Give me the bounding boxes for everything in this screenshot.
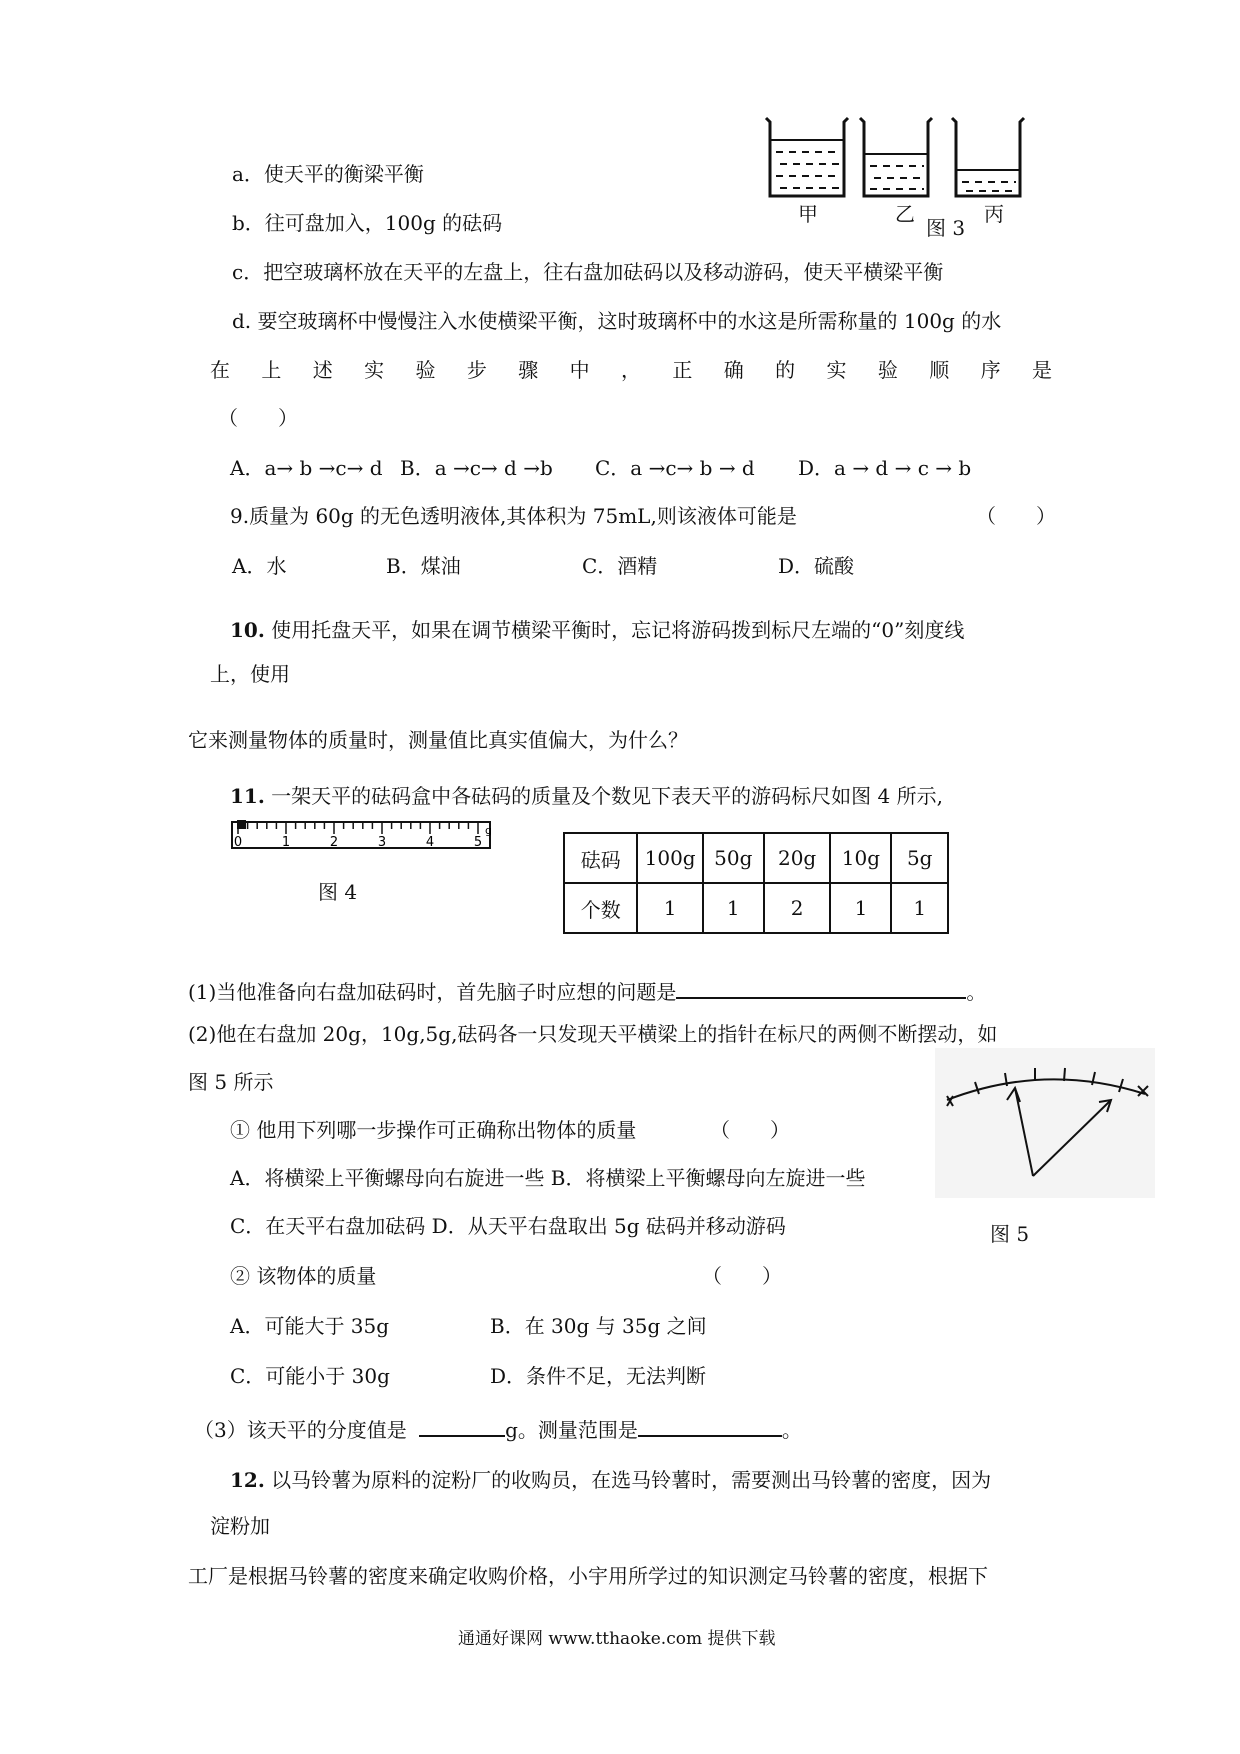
- q9-stem: 9.质量为 60g 的无色透明液体,其体积为 75mL,则该液体可能是: [230, 504, 797, 528]
- q11-part2-line2: 图 5 所示: [188, 1070, 274, 1094]
- figure-4-ruler: [230, 818, 500, 862]
- q12-line2: 淀粉加: [210, 1514, 270, 1538]
- q8-stem: [210, 360, 1052, 380]
- q11-part3-end: 。: [781, 1418, 802, 1442]
- q11-sub1-options-cd[interactable]: C．在天平右盘加砝码 D．从天平右盘取出 5g 砝码并移动游码: [230, 1214, 786, 1238]
- q8-stem-char: 验: [415, 358, 436, 382]
- figure-4-caption: 图 4: [318, 880, 358, 904]
- q10-line3: 它来测量物体的质量时，测量值比真实值偏大，为什么？: [188, 728, 688, 752]
- table-row: [564, 883, 948, 933]
- figure-3-caption: 图 3: [926, 216, 966, 240]
- q8-stem-char: 骤: [518, 358, 539, 382]
- beaker-label-yi: 乙: [895, 202, 915, 226]
- q9-option-c[interactable]: C．酒精: [582, 554, 658, 578]
- q10-line1: [230, 620, 964, 640]
- q11-sub1-bracket: （ ）: [710, 1118, 790, 1142]
- ruler-tick-label: 3: [377, 835, 387, 850]
- q11-part3-text-b: g。测量范围是: [505, 1418, 638, 1442]
- q8-stem-char: 实: [364, 358, 385, 382]
- figure-3-beakers: [760, 112, 1040, 226]
- q11-part1-text: (1)当他准备向右盘加砝码时，首先脑子时应想的问题是: [188, 980, 677, 1004]
- page-footer[interactable]: 通通好课网 www.tthaoke.com 提供下载: [458, 1629, 776, 1649]
- q12-line1: [230, 1470, 991, 1490]
- q11-sub2-option-a[interactable]: A．可能大于 35g: [230, 1314, 390, 1338]
- figure-5-pointer: [935, 1048, 1155, 1198]
- table-cell: 10g: [830, 833, 891, 883]
- q11-part1-end: 。: [966, 980, 987, 1004]
- table-cell: 50g: [703, 833, 764, 883]
- table-cell: 2: [764, 883, 831, 933]
- q8-option-c[interactable]: C．a →c→ b → d: [595, 456, 755, 480]
- q12-text1: 以马铃薯为原料的淀粉厂的收购员，在选马铃薯时，需要测出马铃薯的密度，因为: [271, 1468, 992, 1492]
- figure-5-caption: 图 5: [990, 1222, 1030, 1246]
- ruler-tick-label: 5: [473, 835, 483, 850]
- beaker-label-bing: 丙: [984, 202, 1004, 226]
- q8-stem-char: 确: [723, 358, 744, 382]
- q11-sub1: ① 他用下列哪一步操作可正确称出物体的质量: [230, 1118, 637, 1142]
- q8-stem-char: 实: [826, 358, 847, 382]
- q11-sub2-option-b[interactable]: B．在 30g 与 35g 之间: [490, 1314, 707, 1338]
- q8-step-b: b．往可盘加入，100g 的砝码: [232, 211, 503, 235]
- q8-stem-char: 在: [210, 358, 230, 382]
- q8-stem-char: 步: [466, 358, 487, 382]
- ruler-tick-label: 2: [329, 835, 339, 850]
- q8-option-b[interactable]: B．a →c→ d →b: [400, 456, 553, 480]
- q8-stem-char: 正: [672, 358, 693, 382]
- table-cell: 20g: [764, 833, 831, 883]
- q11-part1-blank[interactable]: [676, 976, 966, 999]
- q11-sub2: ② 该物体的质量: [230, 1264, 377, 1288]
- q8-option-a[interactable]: A．a→ b →c→ d: [230, 456, 383, 480]
- q9-options: [232, 556, 854, 576]
- q9-answer-bracket: （ ）: [976, 504, 1056, 528]
- q8-step-d: d. 要空玻璃杯中慢慢注入水使横梁平衡，这时玻璃杯中的水这是所需称量的 100g 的水: [232, 309, 1002, 333]
- q11-range-blank[interactable]: [638, 1414, 782, 1437]
- q8-stem-char: 述: [312, 358, 333, 382]
- table-row: [564, 833, 948, 883]
- q11-stem-line: [230, 786, 943, 806]
- q8-stem-char: ，: [621, 358, 641, 382]
- beaker-bing: [952, 118, 1024, 196]
- ruler-tick-label: 0: [233, 835, 243, 850]
- q11-sub1-options-ab[interactable]: A．将横梁上平衡螺母向右旋进一些 B．将横梁上平衡螺母向左旋进一些: [230, 1166, 866, 1190]
- ruler-unit-label: g: [485, 824, 492, 837]
- table-cell: 100g: [637, 833, 702, 883]
- weights-table: [563, 832, 949, 934]
- q11-number: 11.: [230, 784, 265, 808]
- q11-part3: [194, 1414, 802, 1440]
- q8-stem-char: 是: [1032, 358, 1052, 382]
- q8-option-d[interactable]: D．a → d → c → b: [798, 456, 972, 480]
- q11-stem: 一架天平的砝码盒中各砝码的质量及个数见下表天平的游码标尺如图 4 所示,: [271, 784, 943, 808]
- q9-option-d[interactable]: D．硫酸: [778, 554, 855, 578]
- q12-number: 12.: [230, 1468, 265, 1492]
- q11-sub2-option-d[interactable]: D．条件不足，无法判断: [490, 1364, 707, 1388]
- q8-stem-char: 序: [980, 358, 1001, 382]
- q9-option-a[interactable]: A．水: [232, 554, 287, 578]
- beaker-label-jia: 甲: [798, 202, 818, 226]
- ruler-tick-label: 4: [425, 835, 435, 850]
- q9-option-b[interactable]: B．煤油: [386, 554, 461, 578]
- q8-step-a: a．使天平的衡梁平衡: [232, 162, 424, 186]
- q8-step-c: c．把空玻璃杯放在天平的左盘上，往右盘加砝码以及移动游码，使天平横梁平衡: [232, 260, 944, 284]
- table-cell: 1: [891, 883, 948, 933]
- table-cell: 1: [703, 883, 764, 933]
- ruler-tick-label: 1: [281, 835, 291, 850]
- q10-text1: 使用托盘天平，如果在调节横梁平衡时，忘记将游码拨到标尺左端的“0”刻度线: [271, 618, 965, 642]
- q8-stem-char: 顺: [929, 358, 950, 382]
- q11-division-blank[interactable]: [419, 1414, 505, 1437]
- q8-stem-char: 验: [877, 358, 898, 382]
- q11-part1: [188, 976, 986, 1002]
- q10-line2: 上，使用: [210, 662, 290, 686]
- q8-answer-bracket: （ ）: [218, 406, 298, 430]
- q8-stem-char: 中: [569, 358, 590, 382]
- q8-stem-char: 上: [261, 358, 282, 382]
- table-cell: 1: [637, 883, 702, 933]
- q8-options: [230, 458, 971, 478]
- q8-stem-char: 的: [775, 358, 796, 382]
- table-cell: 个数: [564, 883, 637, 933]
- table-cell: 1: [830, 883, 891, 933]
- beaker-yi: [860, 118, 932, 196]
- beaker-jia: [766, 118, 848, 196]
- q11-part2-line1: (2)他在右盘加 20g，10g,5g,砝码各一只发现天平横梁上的指针在标尺的两侧不断摆动，如: [188, 1022, 998, 1046]
- ruler-slider: [237, 820, 246, 829]
- table-cell: 砝码: [564, 833, 637, 883]
- ruler-frame: [232, 822, 490, 848]
- table-cell: 5g: [891, 833, 948, 883]
- q10-number: 10.: [230, 618, 265, 642]
- q12-line3: 工厂是根据马铃薯的密度来确定收购价格，小宇用所学过的知识测定马铃薯的密度，根据下: [188, 1564, 988, 1588]
- q11-part3-text-a: （3）该天平的分度值是: [194, 1418, 407, 1442]
- q11-sub2-bracket: （ ）: [702, 1264, 782, 1288]
- q11-sub2-option-c[interactable]: C．可能小于 30g: [230, 1364, 390, 1388]
